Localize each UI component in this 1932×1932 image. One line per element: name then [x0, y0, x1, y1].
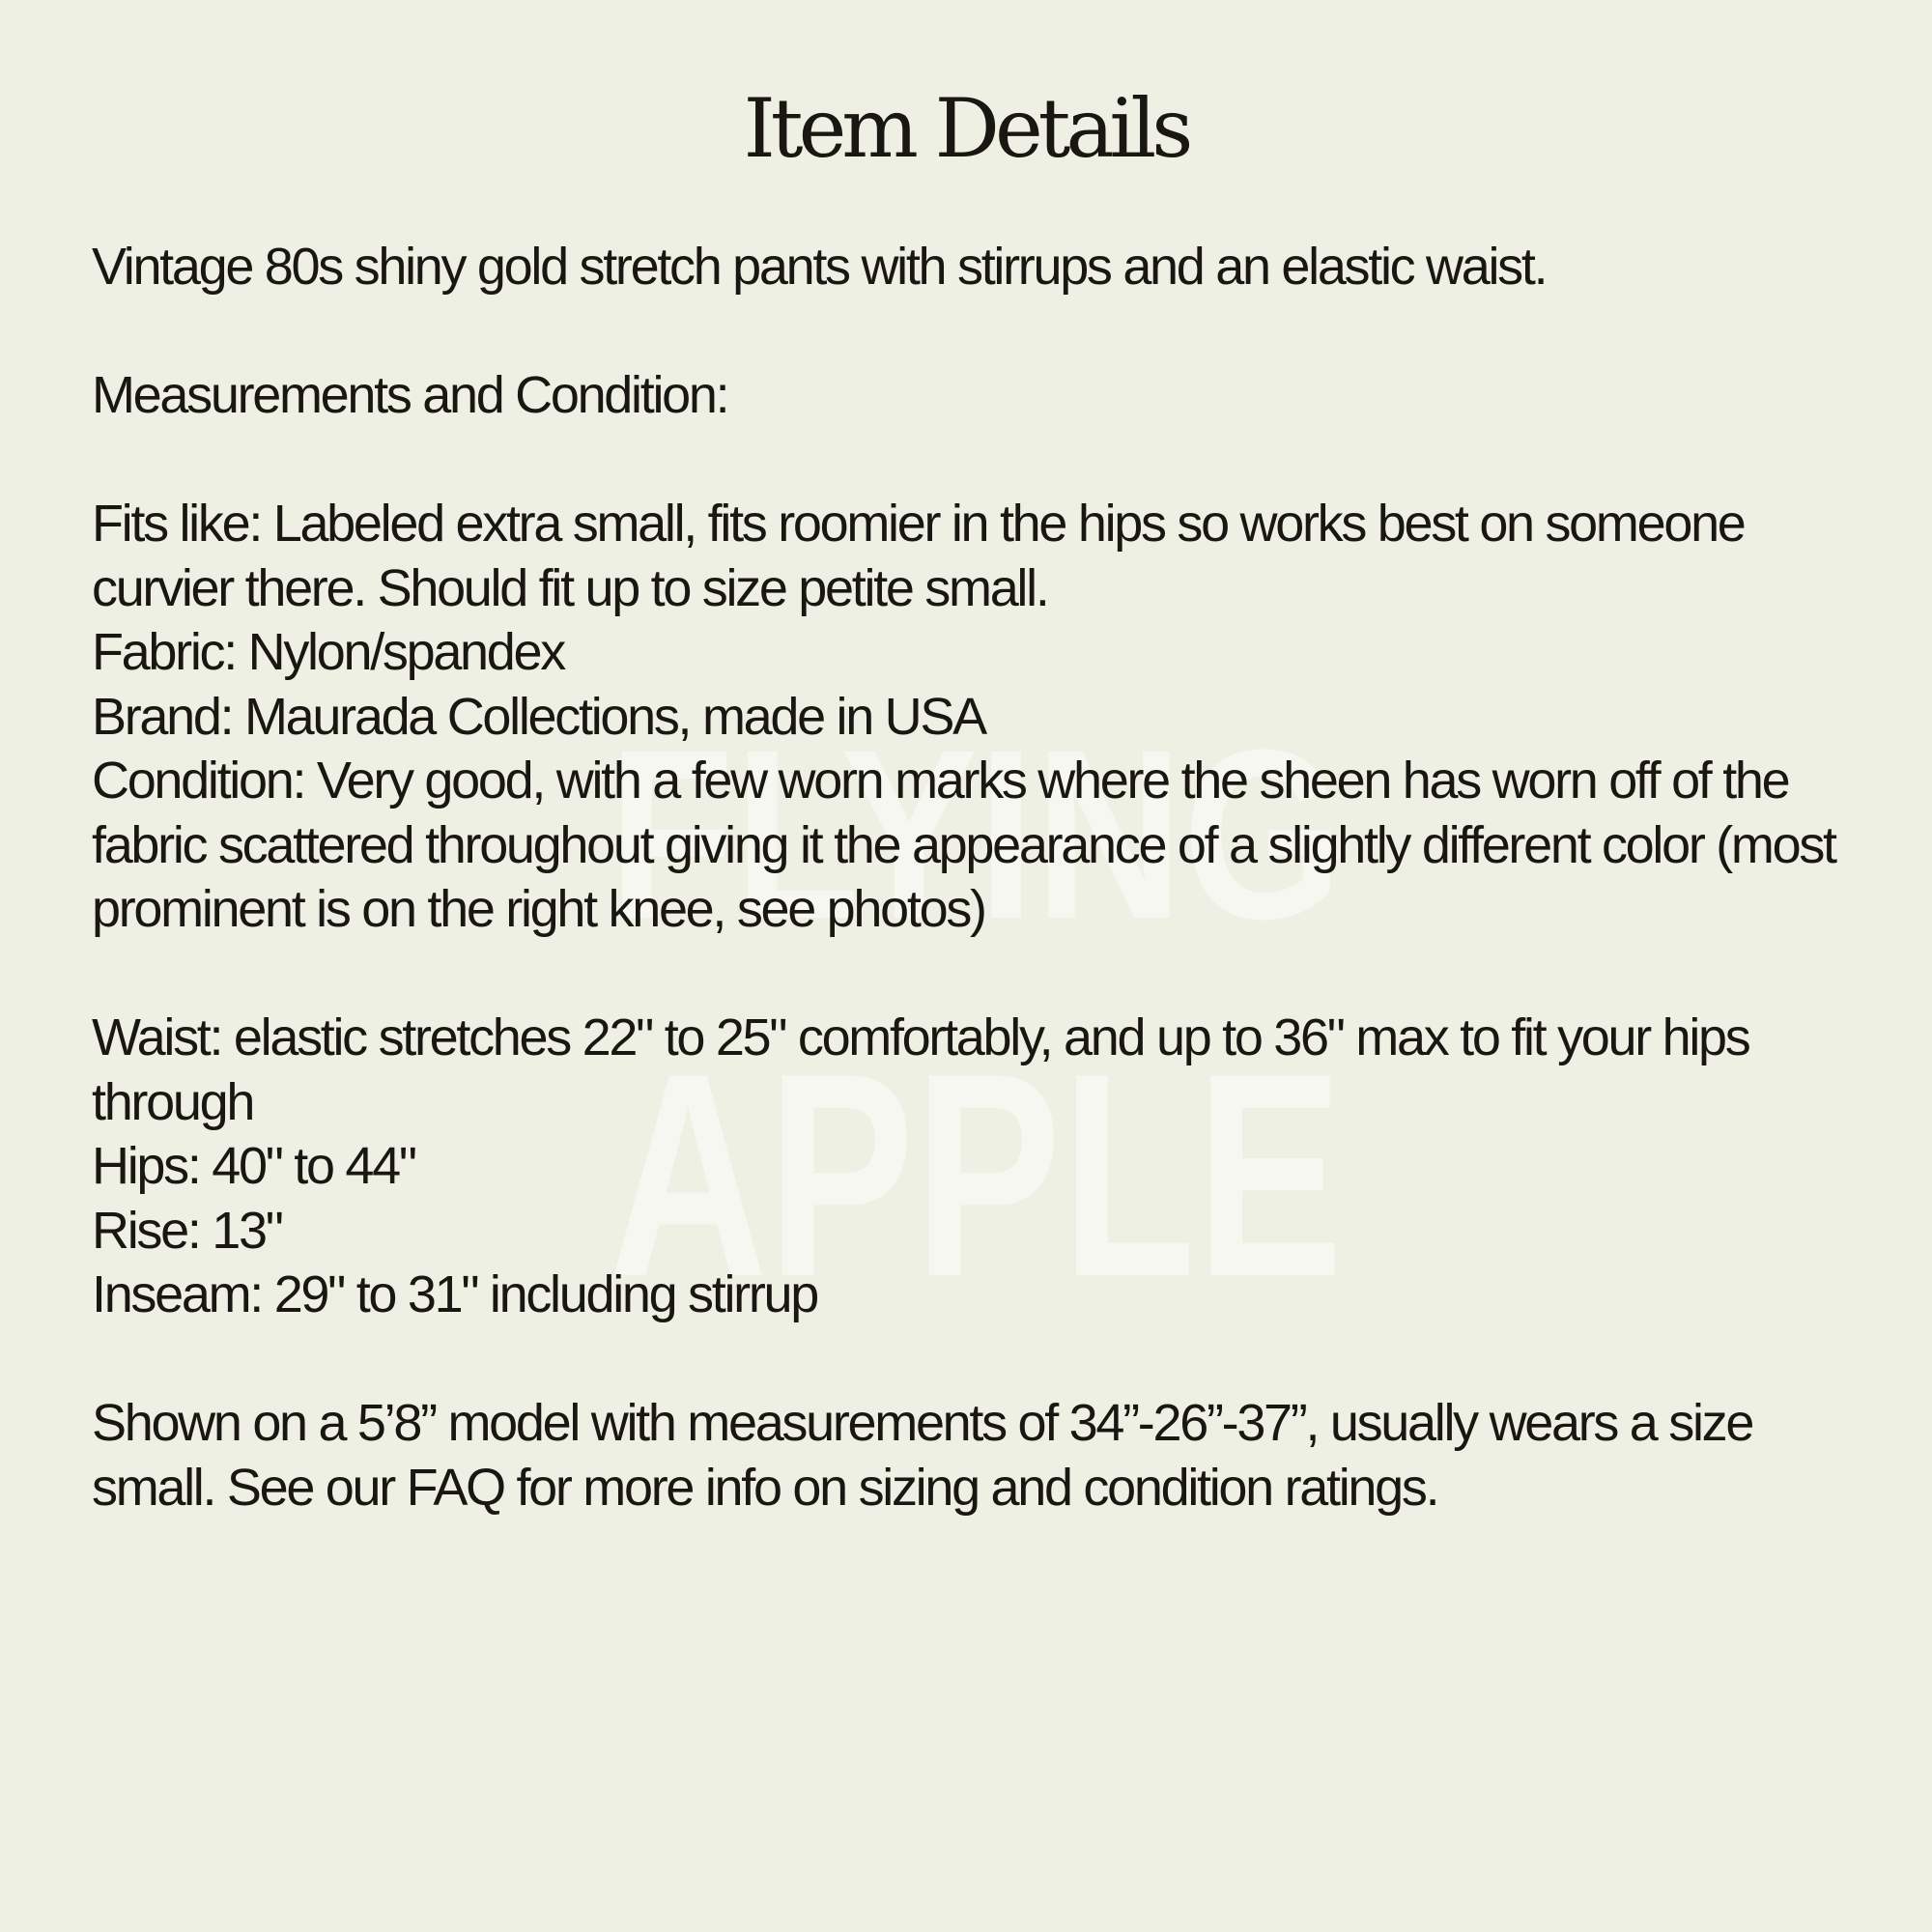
page-title: Item Details — [743, 81, 1189, 176]
rise-measurement: Rise: 13" — [92, 1201, 282, 1260]
measurements-heading: Measurements and Condition: — [92, 366, 728, 424]
watermark-line-1: FLYING — [609, 699, 1343, 969]
item-summary: Vintage 80s shiny gold stretch pants with stirrups and an elastic waist. — [92, 238, 1547, 296]
fabric-text: Fabric: Nylon/spandex — [92, 623, 564, 681]
item-description-body — [92, 235, 1879, 1520]
inseam-measurement: Inseam: 29" to 31" including stirrup — [92, 1265, 817, 1323]
brand-text: Brand: Maurada Collections, made in USA — [92, 687, 985, 746]
hips-measurement: Hips: 40" to 44" — [92, 1137, 415, 1195]
fits-like-text: Fits like: Labeled extra small, fits roomier in the hips so works best on someone curvier there. Should fit up to size petite small. — [92, 495, 1745, 617]
model-note: Shown on a 5’8” model with measurements of 34”-26”-37”, usually wears a size small. See our FAQ for more info on sizing and condition ratings. — [92, 1394, 1753, 1517]
watermark-line-2: APPLE — [609, 1012, 1343, 1333]
condition-text: Condition: Very good, with a few worn marks where the sheen has worn off of the fabric scattered throughout giving it the appearance of a slightly different color (most prominent is on the right knee, see photos) — [92, 752, 1835, 938]
waist-measurement: Waist: elastic stretches 22" to 25" comfortably, and up to 36" max to fit your hips through — [92, 1009, 1749, 1131]
